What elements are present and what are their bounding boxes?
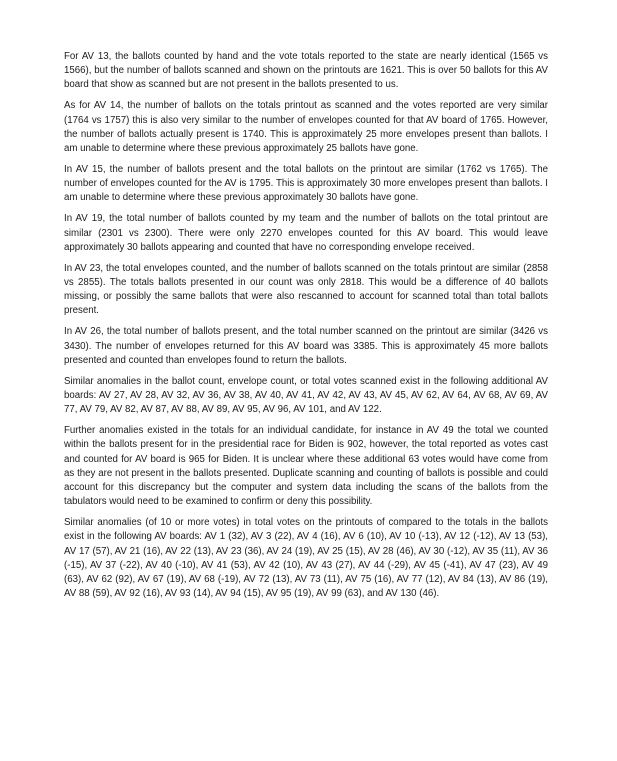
paragraph-candidate-anomalies: Further anomalies existed in the totals for an individual candidate, for instance in AV 49 the total we counted within the ballots present for in the presidential race for Biden is 902, however, the total reported as votes cast and counted for AV board is 965 for Biden. It is unclear where these additional 63 votes would have come from as they are not present in the ballots presented. Duplicate scanning and counting of ballots is possible and could account for this discrepancy but the computer and system data including the scans of the ballots from the tabulators would need to be examined to confirm or deny this possibility. bbox=[64, 425, 548, 508]
paragraph-av19: In AV 19, the total number of ballots counted by my team and the number of ballots on the total printout are similar (2301 vs 2300). There were only 2270 envelopes counted for this AV board. This would leave approximately 30 ballots appearing and counted that have no corresponding envelope received. bbox=[64, 213, 548, 253]
paragraph-av26: In AV 26, the total number of ballots present, and the total number scanned on the printout are similar (3426 vs 3430). The number of envelopes returned for this AV board was 3385. This is approximately 45 more ballots presented and counted than envelopes found to return the ballots. bbox=[64, 326, 548, 366]
paragraph-av15: In AV 15, the number of ballots present and the total ballots on the printout are similar (1762 vs 1765). The number of envelopes counted for the AV is 1795. This is approximately 30 more envelopes present than ballots. I am unable to determine where these previous approximately 30 ballots have gone. bbox=[64, 164, 548, 204]
paragraph-av14: As for AV 14, the number of ballots on the totals printout as scanned and the votes reported are very similar (1764 vs 1757) this is also very similar to the number of envelopes counted for that AV board of 1765. However, the number of ballots actually present is 1740. This is approximately 25 more envelopes present than ballots. I am unable to determine where these previous approximately 25 ballots have gone. bbox=[64, 100, 548, 155]
paragraph-av23: In AV 23, the total envelopes counted, and the number of ballots scanned on the totals printout are similar (2858 vs 2855). The totals ballots presented in our count was only 2818. This would be a difference of 40 ballots missing, or possibly the same ballots that were also rescanned to account for scanned total than total ballots present. bbox=[64, 262, 548, 317]
paragraph-additional-boards: Similar anomalies in the ballot count, envelope count, or total votes scanned exist in the following additional AV boards: AV 27, AV 28, AV 32, AV 36, AV 38, AV 40, AV 41, AV 42, AV 43, AV 45, AV 62, AV 64, AV 68, AV 69, AV 77, AV 79, AV 82, AV 87, AV 88, AV 89, AV 95, AV 96, AV 101, and AV 122. bbox=[64, 375, 548, 416]
paragraph-av13: For AV 13, the ballots counted by hand and the vote totals reported to the state are nearly identical (1565 vs 1566), but the number of ballots scanned and shown on the printouts are 1621. This is over 50 ballots for this AV board that show as scanned but are not present in the ballots presented to us. bbox=[64, 51, 548, 91]
paragraph-vote-anomalies-list: Similar anomalies (of 10 or more votes) in total votes on the printouts of compared to the totals in the ballots exist in the following AV boards: AV 1 (32), AV 3 (22), AV 4 (16), AV 6 (10), AV 10 (-13), AV 12 (-12), AV 13 (53), AV 17 (57), AV 21 (16), AV 22 (13), AV 23 (36), AV 24 (19), AV 25 (15), AV 28 (46), AV 30 (-12), AV 35 (11), AV 36 (-15), AV 37 (-22), AV 40 (-10), AV 41 (53), AV 42 (10), AV 43 (27), AV 44 (-29), AV 45 (-41), AV 47 (23), AV 49 (63), AV 62 (92), AV 67 (19), AV 68 (-19), AV 72 (13), AV 73 (11), AV 75 (16), AV 77 (12), AV 84 (13), AV 86 (19), AV 88 (59), AV 92 (16), AV 93 (14), AV 94 (15), AV 95 (19), AV 99 (63), and AV 130 (46). bbox=[64, 517, 548, 600]
document-body bbox=[64, 50, 548, 608]
